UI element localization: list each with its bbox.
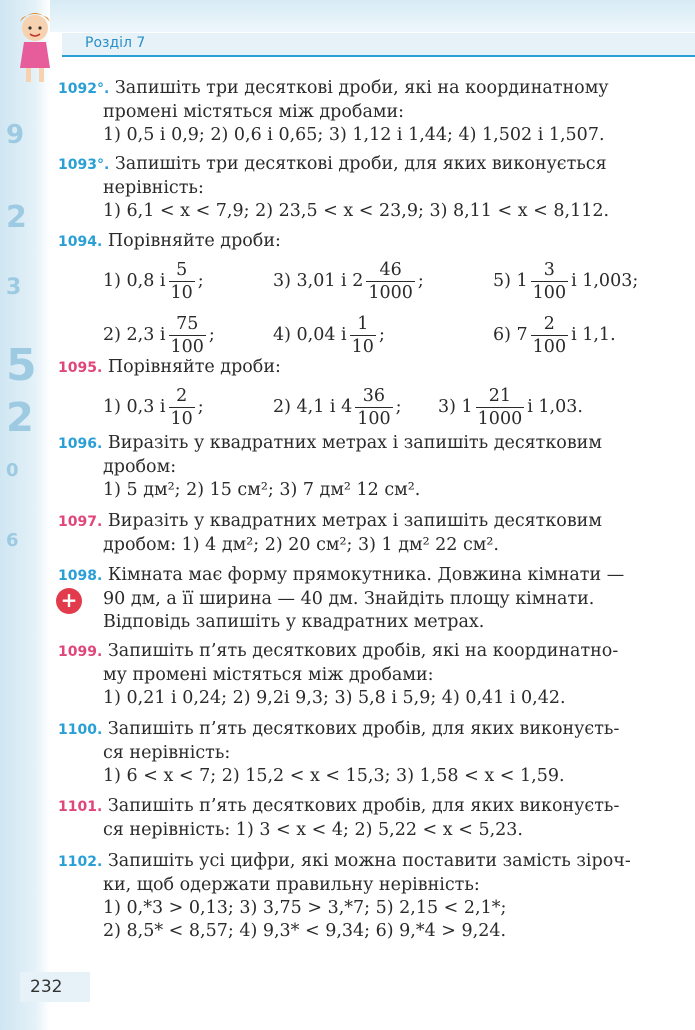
- problem-text: Запишіть п’ять десяткових дробів, для яких виконуєть-: [107, 796, 620, 816]
- problem-1101: [58, 795, 690, 842]
- problem-1093: [58, 153, 690, 223]
- sidebar-decoration: [0, 0, 50, 1030]
- problem-text: дробом:: [103, 457, 177, 477]
- page-number: 232: [20, 972, 90, 1002]
- problem-text: Виразіть у квадратних метрах і запишіть десятковим: [107, 433, 602, 453]
- problem-1098: [58, 564, 690, 634]
- comparison-item: 6) 7 $\frac{2}{100}$ і 1,1.: [493, 313, 616, 357]
- problem-1094: [58, 230, 690, 360]
- problem-1100: [58, 718, 690, 788]
- problem-number: 1094.: [58, 234, 103, 250]
- problem-number: 1102.: [58, 854, 103, 870]
- problem-text: Порівняйте дроби:: [107, 357, 281, 377]
- problem-items: 1) 0,5 і 0,9; 2) 0,6 і 0,65; 3) 1,12 і 1,44; 4) 1,502 і 1,507.: [103, 125, 605, 145]
- problem-items: 2) 8,5* < 8,57; 4) 9,3* < 9,34; 6) 9,*4 > 9,24.: [103, 921, 507, 941]
- problem-text: Відповідь запишіть у квадратних метрах.: [103, 612, 485, 632]
- decor-digit: 2: [6, 200, 27, 235]
- decor-digit: 0: [6, 460, 19, 481]
- problem-text: Запишіть п’ять десяткових дробів, які на координатно-: [107, 641, 619, 661]
- problem-number: 1096.: [58, 436, 103, 452]
- problem-1099: [58, 640, 690, 710]
- problem-text: Запишіть п’ять десяткових дробів, для яких виконуєть-: [107, 719, 620, 739]
- comparison-item: 4) 0,04 і $\frac{1}{10}$ ;: [273, 313, 385, 357]
- problem-text: Виразіть у квадратних метрах і запишіть десятковим: [107, 511, 602, 531]
- problem-number: 1100.: [58, 722, 103, 738]
- problem-text: ся нерівність: 1) 3 < x < 4; 2) 5,22 < x < 5,23.: [103, 820, 523, 840]
- problem-text: 90 дм, а її ширина — 40 дм. Знайдіть площу кімнати.: [103, 589, 595, 609]
- problem-1092: [58, 77, 690, 147]
- problem-1097: [58, 510, 690, 557]
- top-banner: [0, 0, 695, 32]
- heart-plus-icon: +: [56, 588, 82, 614]
- problem-number: 1093°.: [58, 157, 110, 173]
- section-header-band: [62, 33, 695, 57]
- problem-items: 1) 5 дм²; 2) 15 см²; 3) 7 дм² 12 см².: [103, 480, 421, 500]
- problem-text: дробом: 1) 4 дм²; 2) 20 см²; 3) 1 дм² 22 см².: [103, 535, 499, 555]
- problem-text: ся нерівність:: [103, 743, 231, 763]
- comparison-item: 3) 3,01 і 2 $\frac{46}{1000}$ ;: [273, 259, 424, 303]
- comparison-item: 2) 2,3 і $\frac{75}{100}$ ;: [103, 313, 215, 357]
- problem-text: Запишіть три десяткові дроби, які на координатному: [114, 78, 609, 98]
- problem-text: Запишіть три десяткові дроби, для яких виконується: [114, 154, 607, 174]
- problem-text: промені містяться між дробами:: [103, 102, 405, 122]
- decor-digit: 5: [6, 340, 37, 391]
- problem-text: нерівність:: [103, 178, 204, 198]
- problem-1102: [58, 850, 690, 943]
- decor-digit: 2: [6, 395, 34, 441]
- problem-number: 1099.: [58, 644, 103, 660]
- comparison-item: 3) 1 $\frac{21}{1000}$ і 1,03.: [438, 385, 583, 429]
- problem-text: Порівняйте дроби:: [107, 231, 281, 251]
- comparison-item: 2) 4,1 і 4 $\frac{36}{100}$ ;: [273, 385, 402, 429]
- problem-text: Запишіть усі цифри, які можна поставити замість зіроч-: [107, 851, 631, 871]
- problem-1096: [58, 432, 690, 502]
- problem-number: 1092°.: [58, 81, 110, 97]
- problem-text: ки, щоб одержати правильну нерівність:: [103, 875, 480, 895]
- decor-digit: 3: [6, 275, 22, 300]
- problem-items: 1) 6,1 < x < 7,9; 2) 23,5 < x < 23,9; 3) 8,11 < x < 8,112.: [103, 201, 610, 221]
- decor-digit: 6: [6, 530, 19, 551]
- problem-number: 1101.: [58, 799, 103, 815]
- problem-number: 1095.: [58, 360, 103, 376]
- problem-number: 1098.: [58, 568, 103, 584]
- problem-items: 1) 0,21 і 0,24; 2) 9,2і 9,3; 3) 5,8 і 5,9; 4) 0,41 і 0,42.: [103, 688, 566, 708]
- comparison-item: 1) 0,3 і $\frac{2}{10}$ ;: [103, 385, 204, 429]
- problem-text: Кімната має форму прямокутника. Довжина кімнати —: [107, 565, 625, 585]
- problem-number: 1097.: [58, 514, 103, 530]
- problem-items: 1) 6 < x < 7; 2) 15,2 < x < 15,3; 3) 1,58 < x < 1,59.: [103, 766, 565, 786]
- decor-digit: 9: [6, 120, 25, 150]
- comparison-item: 1) 0,8 і $\frac{5}{10}$ ;: [103, 259, 204, 303]
- girl-mascot-icon: [10, 6, 60, 86]
- problem-text: му промені містяться між дробами:: [103, 665, 434, 685]
- problem-items: 1) 0,*3 > 0,13; 3) 3,75 > 3,*7; 5) 2,15 < 2,1*;: [103, 898, 507, 918]
- comparison-item: 5) 1 $\frac{3}{100}$ і 1,003;: [493, 259, 639, 303]
- section-title: Розділ 7: [85, 35, 146, 51]
- problem-1095: [58, 356, 690, 432]
